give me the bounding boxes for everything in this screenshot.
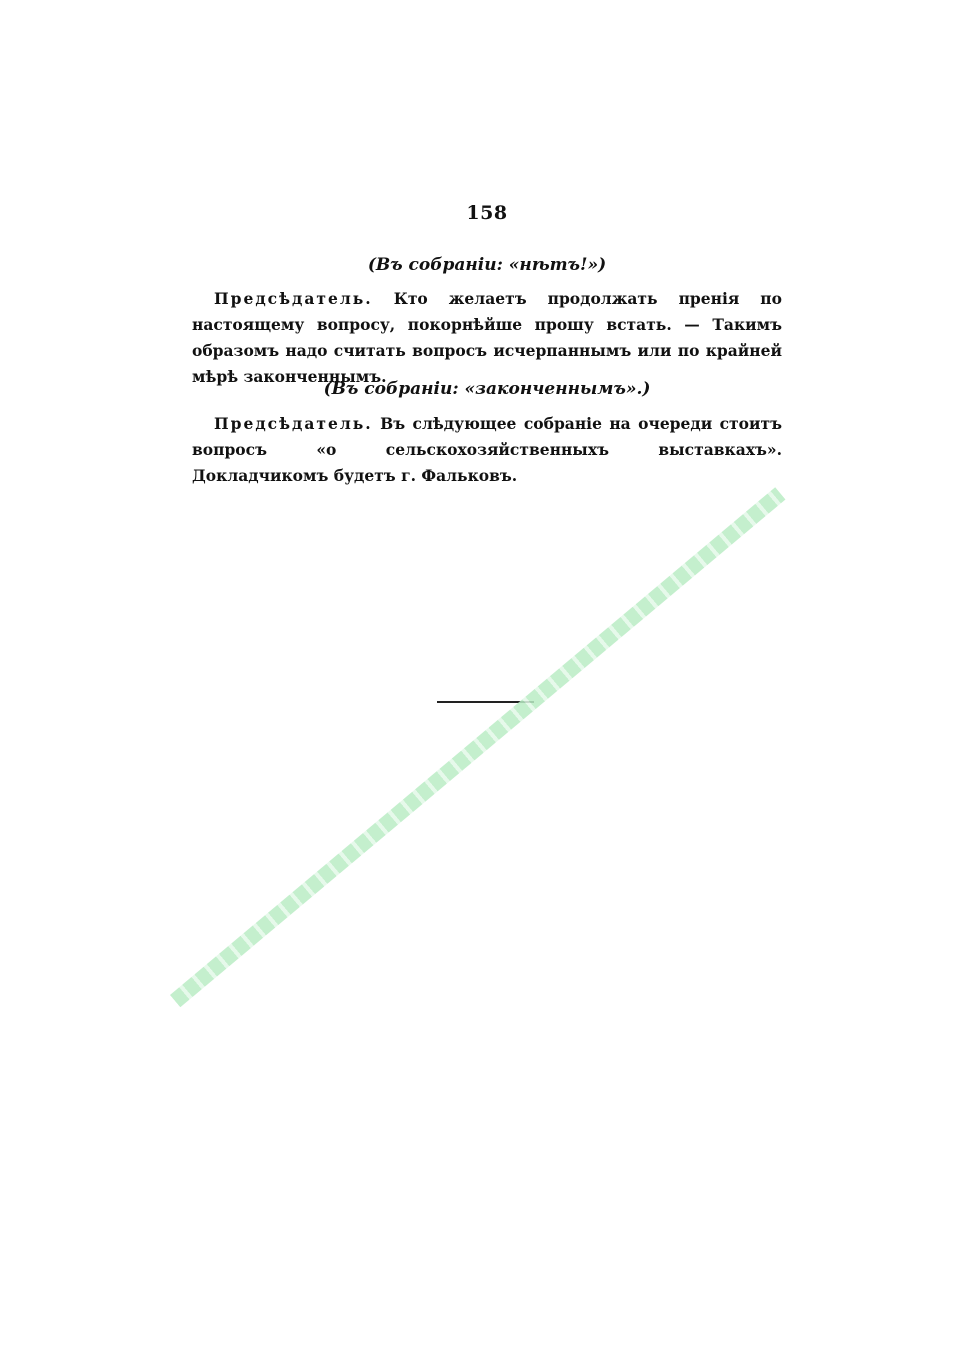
speaker-name: Предсѣдатель.: [214, 289, 373, 308]
paragraph-text: Въ слѣдующее собраніе на очереди стоитъ вопросъ «о сельскохозяйственныхъ выставкахъ». Докладчикомъ будетъ г. Фальковъ.: [192, 414, 782, 485]
stage-direction: (Въ собраніи: «нѣтъ!»): [367, 255, 607, 275]
speaker-name: Предсѣдатель.: [214, 414, 373, 433]
page-number: 158: [466, 202, 508, 224]
paragraph-text: Кто желаетъ продолжать пренія по настоящему вопросу, покорнѣйше прошу встать. — Такимъ образомъ надо считать вопросъ исчерпаннымъ или по крайней мѣрѣ законченнымъ.: [192, 289, 782, 386]
paragraph: [192, 411, 782, 489]
diagonal-watermark: [170, 487, 785, 1007]
paragraph: [192, 286, 782, 390]
stage-direction: (Въ собраніи: «законченнымъ».): [323, 379, 651, 399]
